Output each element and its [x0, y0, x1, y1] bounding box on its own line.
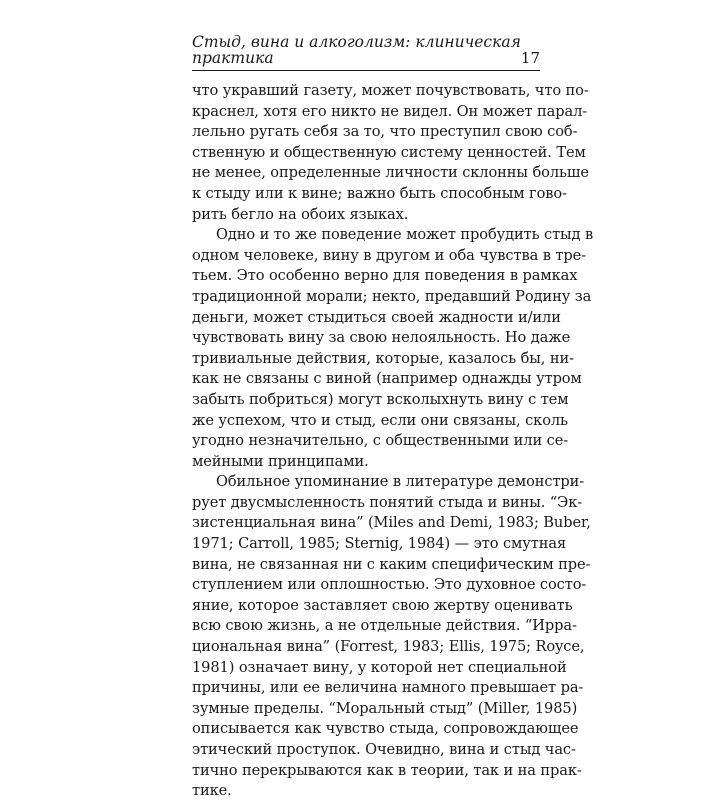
text-line: рует двусмысленность понятий стыда и вины. “Эк- — [192, 493, 583, 511]
text-line: ступлением или оплошностью. Это духовное состо- — [192, 576, 587, 594]
text-line: Обильное упоминание в литературе демонстри- — [216, 473, 585, 491]
text-line: одном человеке, вину в другом и оба чувства в тре- — [192, 246, 586, 264]
text-line: этический проступок. Очевидно, вина и стыд час- — [192, 741, 576, 758]
text-line: чувствовать вину за свою нелояльность. Но даже — [192, 329, 571, 347]
text-line: зистенциальная вина” (Miles and Demi, 1983; Buber, — [192, 514, 591, 532]
text-line: краснел, хотя его никто не видел. Он может парал- — [192, 102, 588, 120]
text-line: 1981) означает вину, у которой нет специальной — [192, 658, 567, 676]
text-line: тьем. Это особенно верно для поведения в рамках — [192, 267, 578, 285]
text-line: тично перекрываются как в теории, так и на прак- — [192, 761, 582, 779]
text-line: к стыду или к вине; важно быть способным гово- — [192, 184, 567, 202]
text-line: не менее, определенные личности склонны больше — [192, 164, 589, 182]
text-line: традиционной морали; некто, предавший Родину за — [192, 287, 592, 305]
book-page — [192, 33, 594, 800]
text-line: причины, или ее величина намного превышает ра- — [192, 679, 584, 697]
text-line: угодно незначительно, с общественными или се- — [192, 432, 569, 450]
body-text — [192, 81, 594, 802]
text-line: 1971; Carroll, 1985; Sternig, 1984) — это смутная — [192, 535, 567, 553]
running-title: Стыд, вина и алкоголизм: клиническая практика — [192, 33, 521, 67]
text-line: описывается как чувство стыда, сопровождающее — [192, 720, 579, 738]
text-line: же успехом, что и стыд, если они связаны, сколь — [192, 411, 568, 429]
text-line: циональная вина” (Forrest, 1983; Ellis, 1975; Royce, — [192, 638, 585, 656]
text-line: рить бегло на обоих языках. — [192, 205, 409, 223]
text-line: яние, которое заставляет свою жертву оценивать — [192, 596, 573, 614]
text-line: лельно ругать себя за то, что преступил свою соб- — [192, 123, 578, 141]
text-line: всю свою жизнь, а не отдельные действия. “Ирра- — [192, 617, 577, 635]
text-line: как не связаны с виной (например однажды утром — [192, 370, 582, 388]
text-line: вина, не связанная ни с каким специфическим пре- — [192, 555, 591, 573]
page-number: 17 — [520, 49, 540, 67]
text-line: зумные пределы. “Моральный стыд” (Miller, 1985) — [192, 699, 578, 717]
text-line: тике. — [192, 782, 232, 800]
text-line: забыть побриться) могут всколыхнуть вину с тем — [192, 390, 569, 408]
running-head — [192, 33, 540, 71]
text-line: ственную и общественную систему ценностей. Тем — [192, 143, 586, 161]
text-line: Одно и то же поведение может пробудить стыд в — [216, 226, 594, 244]
text-line: мейными принципами. — [192, 452, 369, 470]
text-line: что укравший газету, может почувствовать, что по- — [192, 82, 589, 99]
text-line: деньги, может стыдиться своей жадности и/или — [192, 308, 561, 326]
text-line: тривиальные действия, которые, казалось бы, ни- — [192, 349, 574, 367]
